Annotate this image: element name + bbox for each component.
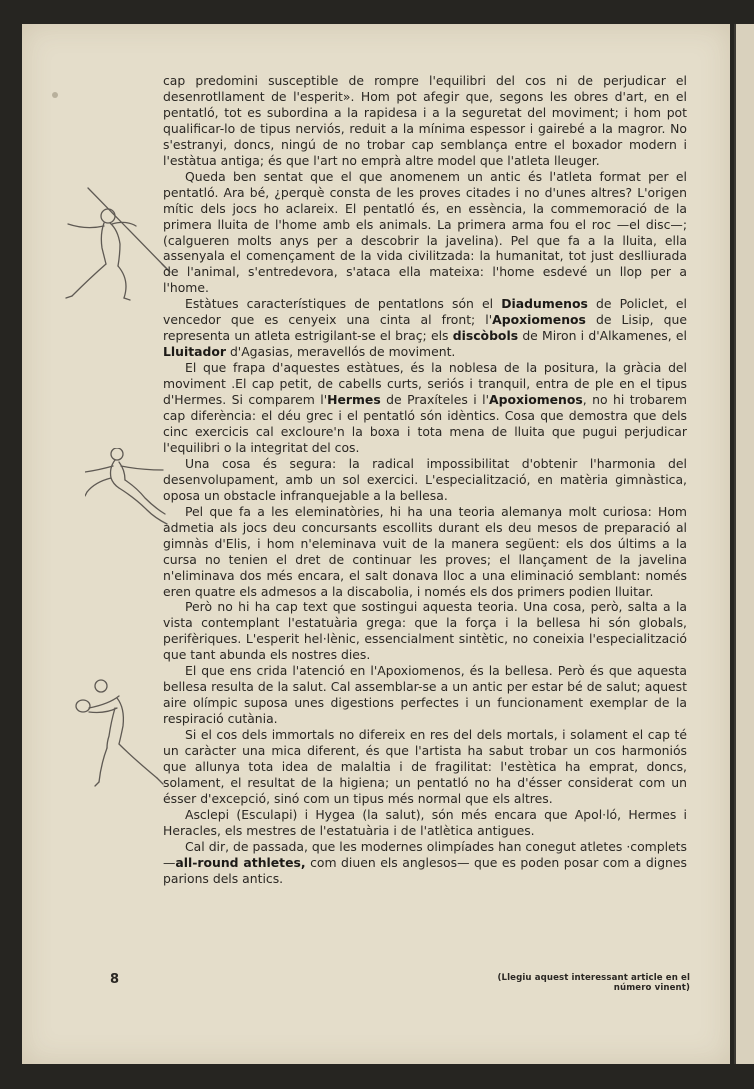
text-run: com diuen els anglesos— que es poden posar com a dignes parions dels antics. (163, 854, 687, 886)
bold-term: all-round athletes, (175, 854, 306, 870)
bold-term: Lluitador (163, 344, 226, 360)
article-paragraph (163, 360, 687, 456)
text-run: El que frapa d'aquestes estàtues, és la noblesa de la positura, la gràcia del moviment .El cap petit, de cabells curts, seriós i tranquil, entra de ple en el tipus d'Hermes. Si comparem l' (163, 360, 687, 408)
javelin-thrower-figure (60, 186, 172, 306)
article-paragraph (163, 456, 687, 504)
text-run: de Praxíteles i l' (380, 392, 489, 408)
page-number: 8 (110, 972, 120, 987)
text-run: Però no hi ha cap text que sostingui aquesta teoria. Una cosa, però, salta a la vista contemplant l'estatuària grega: que la força i la bellesa hi són globals, perifèriques. L'esperit hel·lènic, essencialment sintètic, no coneixia l'especialització que tant abunda els nostres dies. (163, 599, 687, 663)
text-run: , no hi trobarem cap diferència: el déu grec i el pentatló són idèntics. Cosa que demostra que dels cinc exercicis cal excloure'n la boxa i tota mena de lluita que pugui perjudicar l'equilibri o la integritat del cos. (163, 392, 687, 455)
bold-term: discòbols (452, 328, 519, 344)
binder-hole (52, 92, 58, 98)
bold-term: Apoxiomenos (489, 392, 583, 408)
text-run: d'Agasias, meravellós de moviment. (226, 344, 456, 360)
text-run: Asclepi (Esculapi) i Hygea (la salut), són més encara que Apol·ló, Hermes i Heracles, els mestres de l'estatuària i de l'atlètica antigues. (163, 806, 687, 838)
article-paragraph (163, 296, 687, 360)
text-run: Queda ben sentat que el que anomenem un antic és l'atleta format per el pentatló. Ara bé, ¿perquè consta de les proves citades i no d'unes altres? L'origen mític dels jocs ho aclareix. El pentatló és, en essència, la commemoració de la primera lluita de l'home amb els animals. La primera arma fou el roc —el disc—; (calgueren molts anys per a descobrir la javelina). Pel que fa a la lluita, ella assenyala el començament de la vida civilitzada: la humanitat, tot just deslliurada de l'animal, s'entredevora, s'ataca ella mateixa: l'home esdevé un llop per a l'home. (163, 168, 687, 296)
article-paragraph (163, 807, 687, 839)
text-run: de Lisip, que representa un atleta estrigilant-se el braç; els (163, 312, 687, 344)
continuation-note: (Llegiu aquest interessant article en el número vinent) (497, 973, 690, 993)
text-run: Una cosa és segura: la radical impossibilitat d'obtenir l'harmonia del desenvolupament, amb un sol exercici. L'especialització, en matèria gimnàstica, oposa un obstacle infranquejable a la bellesa. (163, 455, 687, 503)
bold-term: Apoxiomenos (492, 312, 586, 328)
text-run: Cal dir, de passada, que les modernes olimpíades han conegut atletes ·complets — (163, 838, 687, 870)
article-paragraph (163, 73, 687, 169)
article-body (163, 73, 687, 887)
adjacent-page-edge (734, 24, 754, 1064)
article-paragraph (163, 599, 687, 663)
text-run: de Miron i d'Alkamenes, el (518, 328, 687, 344)
article-paragraph (163, 169, 687, 297)
text-run: Pel que fa a les eleminatòries, hi ha una teoria alemanya molt curiosa: Hom admetia als jocs deu concursants escollits durant els deu mesos de preparació al gimnàs d'Elis, i hom n'eleminava vuit de la manera següent: els dos últims a la cursa no tenien el dret de continuar les proves; el llançament de la javelina n'eliminava dos més encara, el salt donava lloc a una eliminació semblant: només eren quatre els admesos a la discabolia, i només els dos primers podien lluitar. (163, 503, 687, 599)
discus-thrower-figure (75, 678, 175, 794)
text-run: Estàtues característiques de pentatlons són el (185, 296, 502, 312)
bold-term: Hermes (327, 392, 381, 408)
text-run: El que ens crida l'atenció en l'Apoxiomenos, és la bellesa. Però és que aquesta bellesa resulta de la salut. Cal assemblar-se a un antic per estar bé de salut; aquest aire olímpic suposa unes digestions perfectes i un funcionament exemplar de la respiració cutània. (163, 663, 687, 727)
article-paragraph (163, 839, 687, 887)
text-run: Si el cos dels immortals no difereix en res del dels mortals, i solament el cap té un caràcter una mica diferent, és que l'artista ha sabut trobar un cos harmoniós que allunya tota idea de malaltia i de fragilitat: l'estètica ha emprat, doncs, solament, el resultat de la higiena; un pentatló no ha d'ésser considerat com un ésser d'excepció, sinó com un tipus més normal que els altres. (163, 727, 687, 806)
article-paragraph (163, 727, 687, 807)
bold-term: Diadumenos (501, 296, 588, 312)
text-run: cap predomini susceptible de rompre l'equilibri del cos ni de perjudicar el desenrotllament de l'esperit». Hom pot afegir que, segons les obres d'art, en el pentatló, tot es subordina a la rapidesa i a la seguretat del moviment; i hom pot qualificar-lo de tipus nerviós, reduit a la mínima espessor i gairebé a la magror. No s'estranyi, doncs, ningú de no trobar cap semblança entre el boxador modern i l'estàtua antiga; és que l'art no emprà altre model que l'atleta lleuger. (163, 73, 687, 168)
text-run: de Policlet, el vencedor que es cenyeix una cinta al front; l' (163, 296, 687, 328)
article-paragraph (163, 663, 687, 727)
article-paragraph (163, 504, 687, 600)
